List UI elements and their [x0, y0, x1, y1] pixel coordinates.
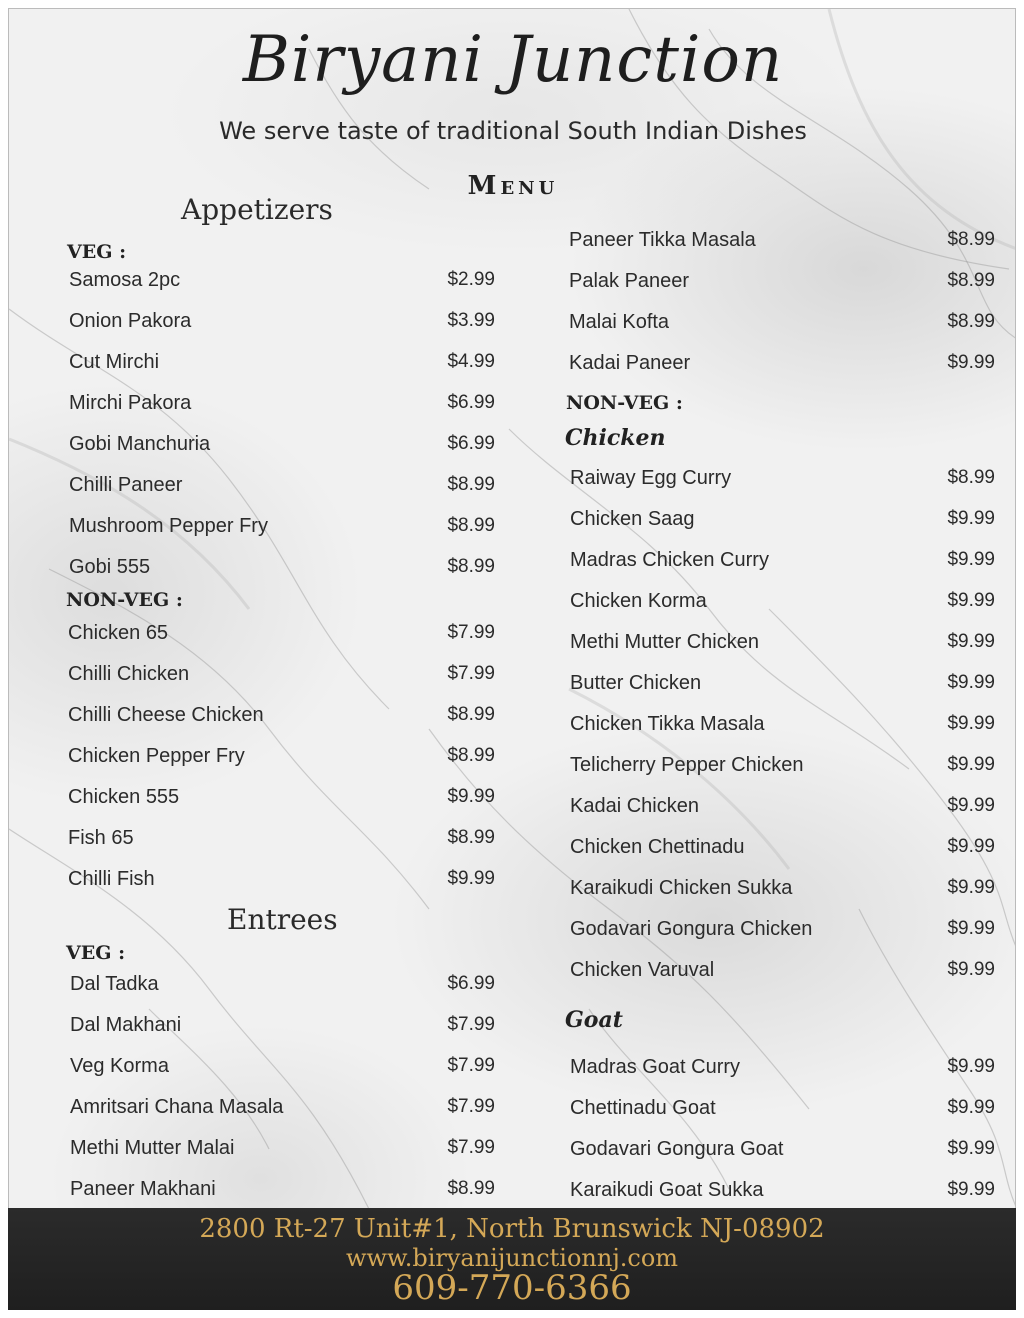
- menu-item: [569, 266, 995, 296]
- menu-item-price: $9.99: [947, 959, 995, 980]
- menu-item: [570, 1134, 995, 1164]
- menu-item-name: Raiway Egg Curry: [570, 466, 732, 489]
- menu-item-name: Methi Mutter Malai: [70, 1136, 235, 1159]
- menu-item-price: $9.99: [947, 754, 995, 775]
- menu-item-name: Chilli Chicken: [68, 662, 190, 685]
- menu-item-name: Onion Pakora: [69, 309, 192, 332]
- address: 2800 Rt-27 Unit#1, North Brunswick NJ-08902: [199, 1214, 825, 1244]
- menu-item: [570, 463, 995, 493]
- menu-item: [69, 347, 495, 377]
- menu-item-name: Kadai Chicken: [570, 794, 699, 817]
- menu-item-price: $8.99: [947, 229, 995, 250]
- menu-item-price: $6.99: [447, 433, 495, 454]
- menu-item: [68, 823, 495, 853]
- menu-item-price: $8.99: [947, 311, 995, 332]
- menu-item-price: $9.99: [947, 836, 995, 857]
- menu-item-price: $9.99: [947, 1179, 995, 1200]
- menu-item: [68, 659, 495, 689]
- menu-item-price: $7.99: [447, 1055, 495, 1076]
- menu-item-name: Malai Kofta: [569, 310, 670, 333]
- menu-item: [70, 1174, 495, 1204]
- menu-item: [570, 1093, 995, 1123]
- menu-item: [570, 873, 995, 903]
- menu-item-name: Karaikudi Goat Sukka: [570, 1178, 764, 1201]
- menu-item: [69, 388, 495, 418]
- menu-item-name: Gobi Manchuria: [69, 432, 211, 455]
- menu-item-name: Chicken Saag: [570, 507, 695, 530]
- menu-item-name: Methi Mutter Chicken: [570, 630, 759, 653]
- menu-item: [570, 627, 995, 657]
- menu-item-price: $8.99: [447, 515, 495, 536]
- menu-item-name: Chilli Fish: [68, 867, 155, 890]
- menu-item-price: $7.99: [447, 1014, 495, 1035]
- menu-item-name: Chicken Pepper Fry: [68, 744, 245, 767]
- entrees-veg-label: VEG :: [66, 942, 126, 964]
- restaurant-title: Biryani Junction: [242, 23, 784, 97]
- menu-item-name: Madras Goat Curry: [570, 1055, 741, 1078]
- menu-item: [570, 1052, 995, 1082]
- appetizers-veg-label: VEG :: [67, 241, 127, 263]
- menu-item-name: Samosa 2pc: [69, 268, 181, 291]
- menu-item-price: $8.99: [447, 704, 495, 725]
- menu-item-price: $9.99: [947, 1097, 995, 1118]
- menu-item: [69, 470, 495, 500]
- menu-item-price: $6.99: [447, 392, 495, 413]
- menu-item: [69, 265, 495, 295]
- menu-item: [68, 741, 495, 771]
- menu-item-price: $9.99: [447, 786, 495, 807]
- menu-item: [570, 545, 995, 575]
- menu-item-name: Chilli Cheese Chicken: [68, 703, 264, 726]
- menu-item-name: Butter Chicken: [570, 671, 702, 694]
- menu-item: [68, 782, 495, 812]
- chicken-subheading: Chicken: [565, 425, 666, 451]
- menu-item-price: $9.99: [947, 590, 995, 611]
- menu-item-name: Gobi 555: [69, 555, 151, 578]
- menu-item-name: Madras Chicken Curry: [570, 548, 769, 571]
- menu-item-price: $8.99: [447, 556, 495, 577]
- menu-item: [570, 750, 995, 780]
- menu-item-name: Veg Korma: [70, 1054, 169, 1077]
- entrees-nonveg-label: NON-VEG :: [566, 392, 683, 414]
- menu-item-price: $9.99: [947, 672, 995, 693]
- goat-subheading: Goat: [565, 1007, 623, 1033]
- menu-item: [69, 429, 495, 459]
- menu-item-price: $7.99: [447, 663, 495, 684]
- menu-item-name: Chicken Korma: [570, 589, 707, 612]
- menu-item-price: $3.99: [447, 310, 495, 331]
- menu-item: [570, 832, 995, 862]
- tagline: We serve taste of traditional South Indian Dishes: [219, 117, 807, 145]
- menu-item-price: $8.99: [447, 745, 495, 766]
- menu-item-price: $9.99: [947, 631, 995, 652]
- menu-item: [70, 1010, 495, 1040]
- appetizers-nonveg-label: NON-VEG :: [66, 589, 183, 611]
- appetizers-heading: Appetizers: [181, 193, 333, 226]
- menu-item-name: Chilli Paneer: [69, 473, 183, 496]
- menu-item-price: $9.99: [947, 795, 995, 816]
- menu-item-name: Chicken Varuval: [570, 958, 715, 981]
- menu-item: [570, 791, 995, 821]
- menu-item: [69, 552, 495, 582]
- menu-item: [70, 1133, 495, 1163]
- menu-item: [68, 700, 495, 730]
- menu-item: [70, 969, 495, 999]
- menu-item: [570, 668, 995, 698]
- menu-heading: Menu: [467, 171, 559, 201]
- menu-item-price: $2.99: [447, 269, 495, 290]
- menu-item-price: $7.99: [447, 1096, 495, 1117]
- menu-item-price: $9.99: [447, 868, 495, 889]
- menu-item-price: $4.99: [447, 351, 495, 372]
- menu-item-price: $7.99: [447, 1137, 495, 1158]
- menu-item-name: Paneer Tikka Masala: [569, 228, 756, 251]
- menu-item: [569, 225, 995, 255]
- menu-item-name: Cut Mirchi: [69, 350, 160, 373]
- menu-item-name: Chicken Tikka Masala: [570, 712, 765, 735]
- menu-item-price: $8.99: [947, 270, 995, 291]
- menu-item-name: Chettinadu Goat: [570, 1096, 716, 1119]
- menu-item: [570, 586, 995, 616]
- menu-item: [70, 1092, 495, 1122]
- menu-item: [68, 618, 495, 648]
- contact-footer: [8, 1208, 1016, 1310]
- menu-item-name: Paneer Makhani: [70, 1177, 216, 1200]
- menu-item: [570, 914, 995, 944]
- menu-item-name: Mirchi Pakora: [69, 391, 192, 414]
- menu-item: [69, 511, 495, 541]
- menu-item: [69, 306, 495, 336]
- menu-item-price: $8.99: [447, 827, 495, 848]
- menu-item-name: Telicherry Pepper Chicken: [570, 753, 804, 776]
- menu-item-name: Dal Makhani: [70, 1013, 182, 1036]
- menu-item-name: Mushroom Pepper Fry: [69, 514, 268, 537]
- menu-item-price: $9.99: [947, 508, 995, 529]
- menu-item-name: Karaikudi Chicken Sukka: [570, 876, 793, 899]
- menu-item-name: Chicken Chettinadu: [570, 835, 745, 858]
- menu-item: [570, 709, 995, 739]
- menu-item-price: $9.99: [947, 549, 995, 570]
- menu-item-name: Fish 65: [68, 826, 134, 849]
- menu-item-price: $9.99: [947, 1138, 995, 1159]
- menu-item: [569, 348, 995, 378]
- menu-item-name: Amritsari Chana Masala: [70, 1095, 284, 1118]
- menu-item-price: $7.99: [447, 622, 495, 643]
- menu-item-price: $9.99: [947, 352, 995, 373]
- menu-item: [68, 864, 495, 894]
- menu-item: [570, 1175, 995, 1205]
- menu-item-price: $9.99: [947, 713, 995, 734]
- menu-item: [569, 307, 995, 337]
- menu-item-price: $8.99: [447, 474, 495, 495]
- menu-item-price: $8.99: [447, 1178, 495, 1199]
- menu-item-name: Kadai Paneer: [569, 351, 691, 374]
- menu-item-price: $9.99: [947, 877, 995, 898]
- website-link[interactable]: www.biryanijunctionnj.com: [345, 1244, 679, 1272]
- menu-item-name: Chicken 65: [68, 621, 169, 644]
- menu-item-name: Dal Tadka: [70, 972, 159, 995]
- menu-item-price: $9.99: [947, 1056, 995, 1077]
- menu-item: [570, 504, 995, 534]
- menu-item-name: Godavari Gongura Chicken: [570, 917, 813, 940]
- menu-item: [70, 1051, 495, 1081]
- menu-item-name: Godavari Gongura Goat: [570, 1137, 784, 1160]
- menu-item-name: Chicken 555: [68, 785, 180, 808]
- menu-item-price: $9.99: [947, 918, 995, 939]
- entrees-heading: Entrees: [227, 903, 338, 936]
- menu-page: [8, 8, 1016, 1310]
- menu-item: [570, 955, 995, 985]
- menu-item-price: $8.99: [947, 467, 995, 488]
- phone-number[interactable]: 609-770-6366: [392, 1268, 632, 1308]
- menu-item-price: $6.99: [447, 973, 495, 994]
- menu-item-name: Palak Paneer: [569, 269, 690, 292]
